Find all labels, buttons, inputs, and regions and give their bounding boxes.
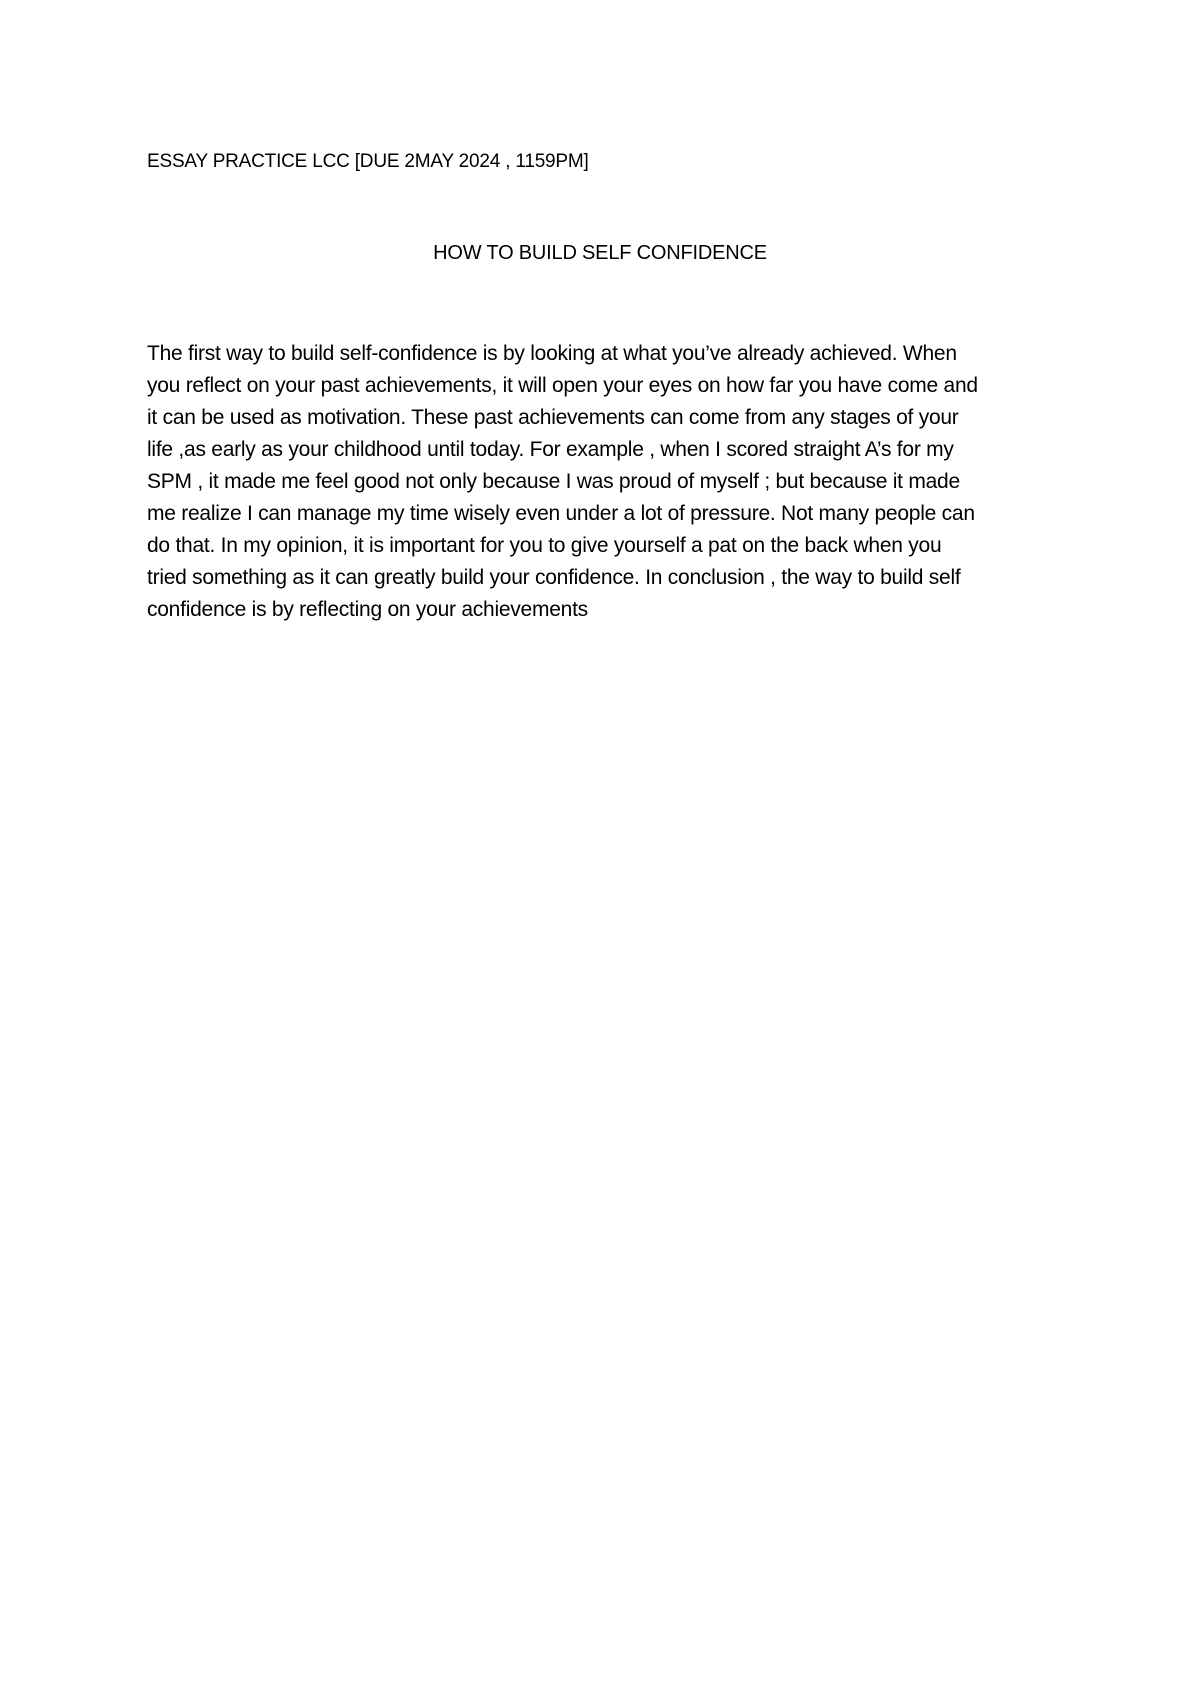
body-line: SPM , it made me feel good not only because I was proud of myself ; but because it made — [147, 470, 960, 493]
body-line: The first way to build self-confidence is by looking at what you’ve already achieved. When — [147, 342, 957, 365]
body-line: life ,as early as your childhood until today. For example , when I scored straight A’s for my — [147, 438, 954, 461]
body-line: me realize I can manage my time wisely even under a lot of pressure. Not many people can — [147, 502, 975, 525]
essay-title: HOW TO BUILD SELF CONFIDENCE — [433, 242, 767, 264]
essay-body — [147, 338, 1067, 626]
assignment-header: ESSAY PRACTICE LCC [DUE 2MAY 2024 , 1159PM] — [147, 151, 589, 172]
body-line: you reflect on your past achievements, it will open your eyes on how far you have come and — [147, 374, 978, 397]
body-line: tried something as it can greatly build your confidence. In conclusion , the way to build self — [147, 566, 961, 589]
body-line: do that. In my opinion, it is important for you to give yourself a pat on the back when you — [147, 534, 942, 557]
body-line: confidence is by reflecting on your achievements — [147, 598, 588, 621]
body-line: it can be used as motivation. These past achievements can come from any stages of your — [147, 406, 959, 429]
